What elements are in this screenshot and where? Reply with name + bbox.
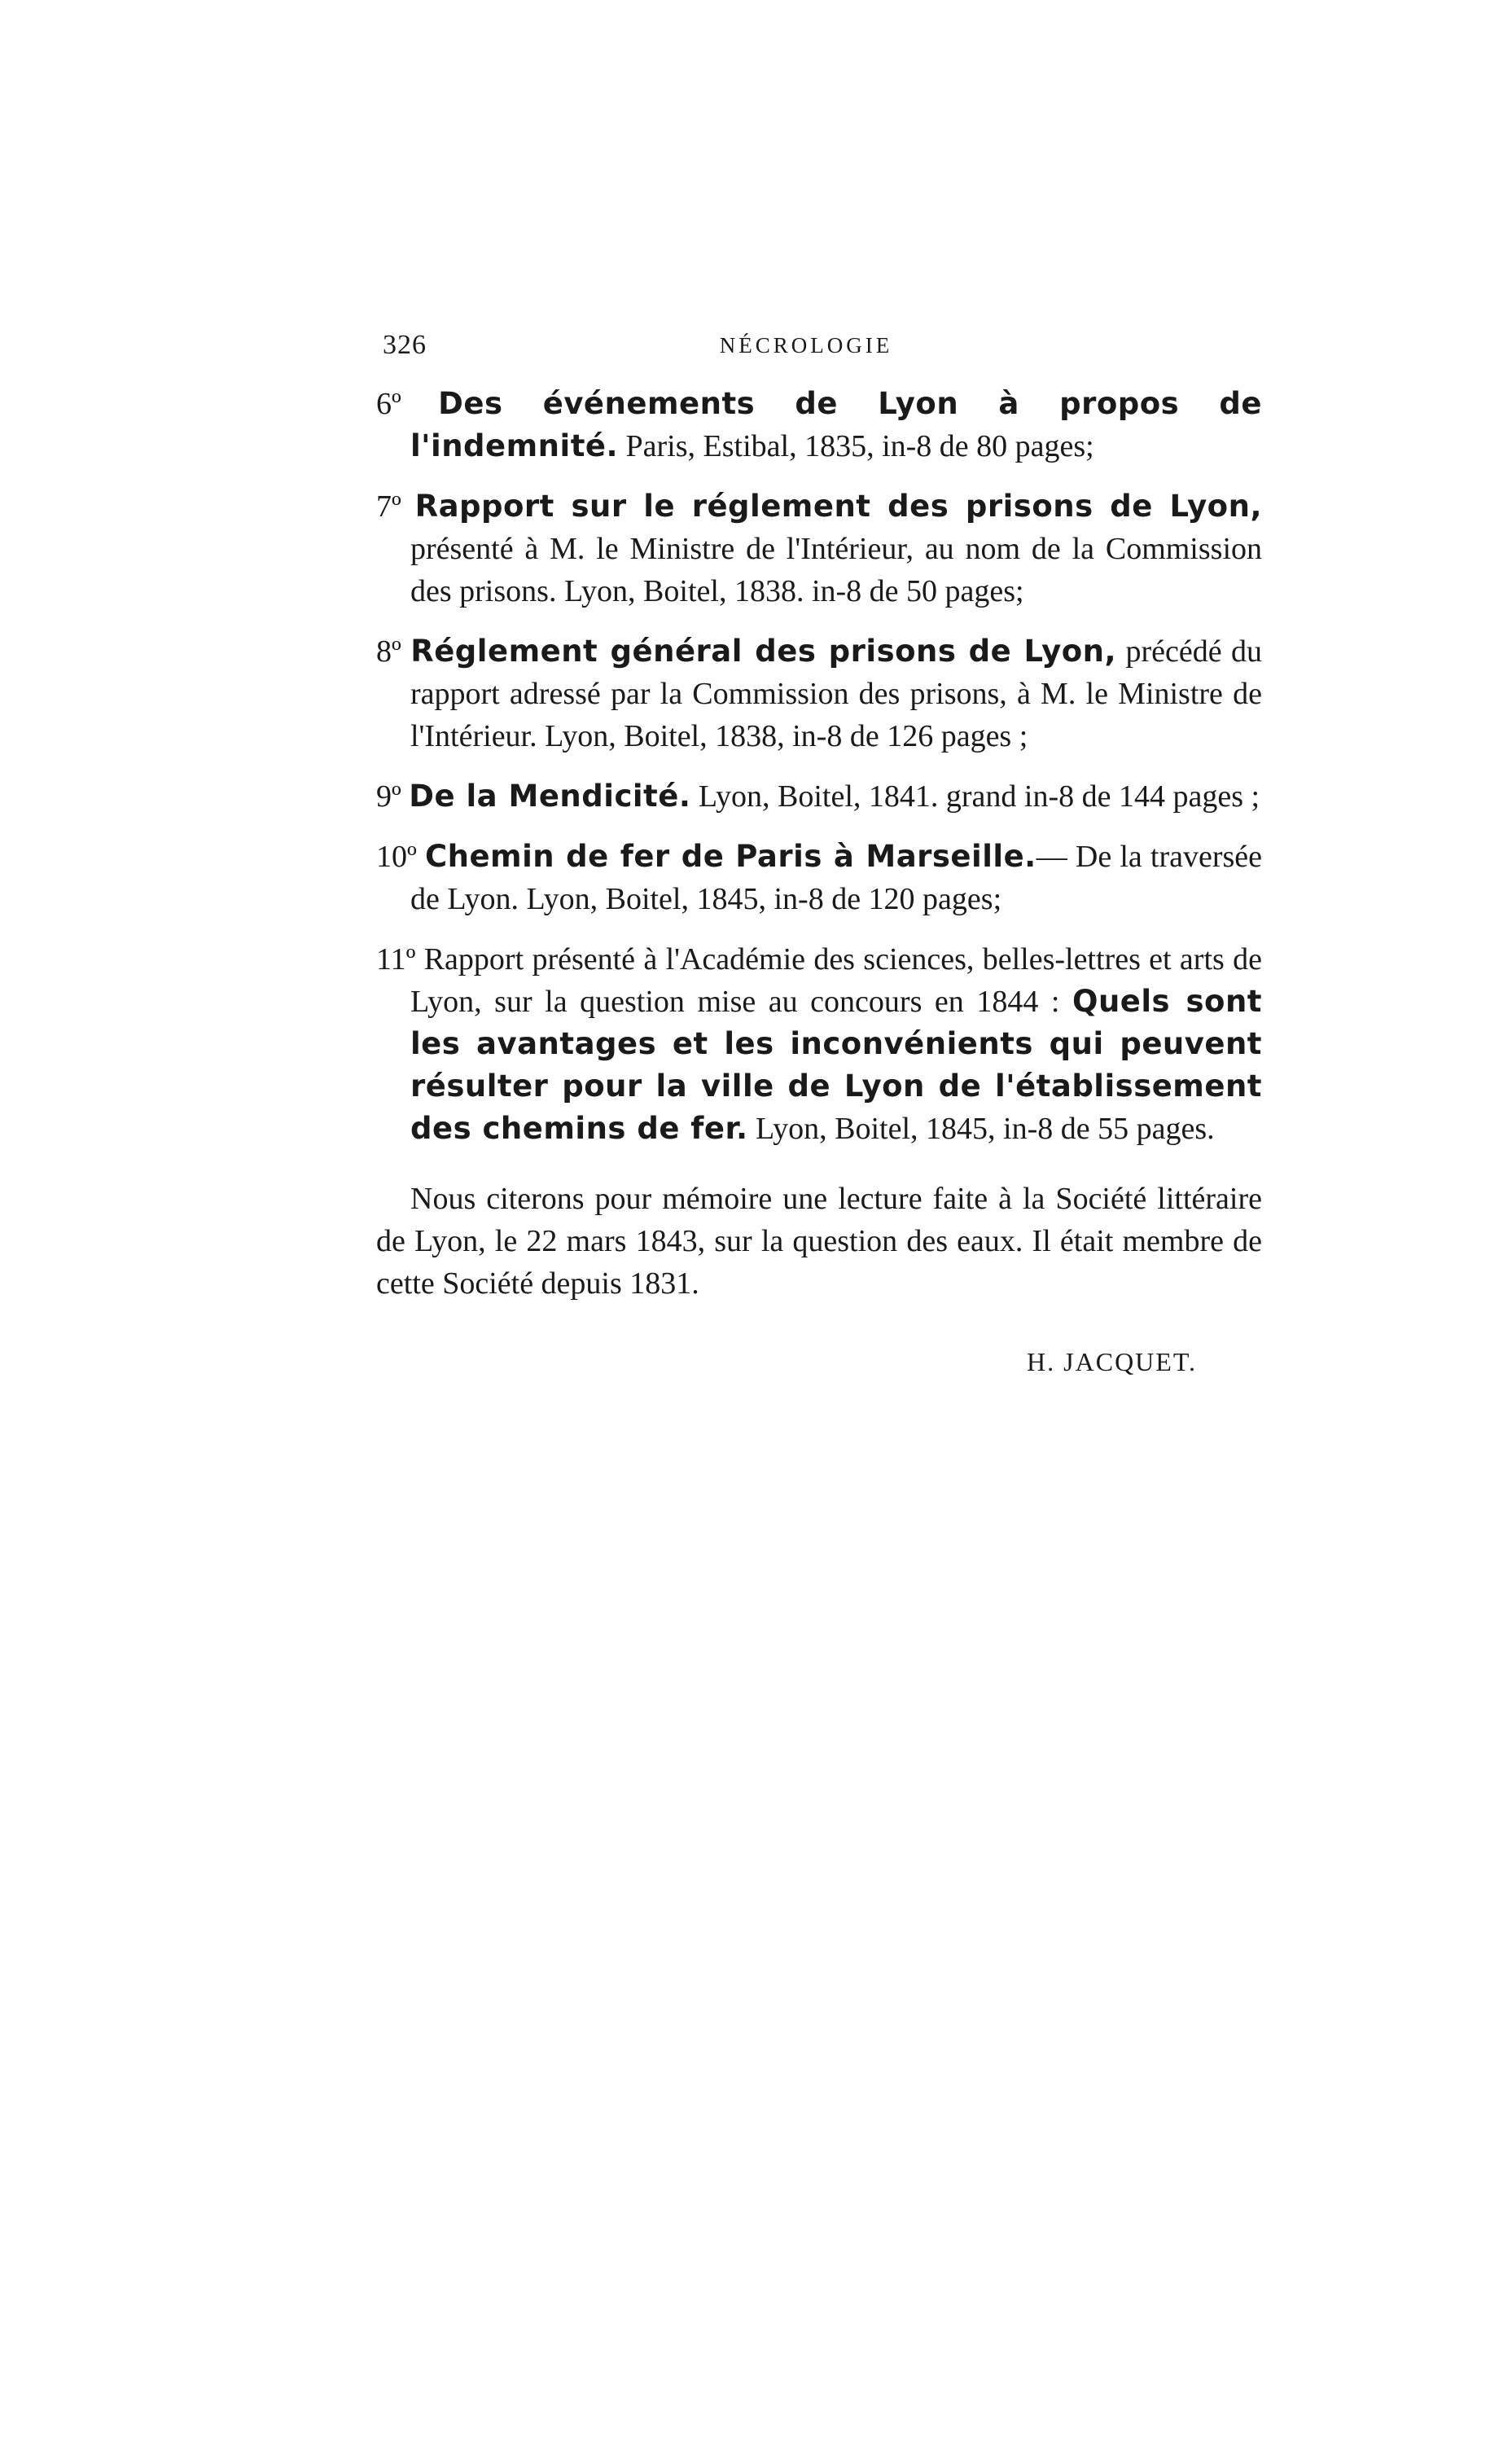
- entry-title: Réglement général des prisons de Lyon,: [410, 634, 1117, 669]
- entry-number: 6º: [376, 387, 401, 421]
- list-item: [376, 383, 1262, 467]
- author-signature: [376, 1341, 1262, 1383]
- page-header: [383, 330, 1229, 379]
- list-item: [376, 938, 1262, 1150]
- entry-details: Paris, Estibal, 1835, in-8 de 80 pages;: [618, 429, 1094, 463]
- entry-number: 9º: [376, 779, 401, 814]
- entry-details: Lyon, Boitel, 1841. grand in-8 de 144 pages ;: [690, 779, 1260, 814]
- entry-title: Quels sont les avantages et les inconvénients qui peuvent résulter pour la ville de Lyon de l'établissement des chemins de fer.: [410, 984, 1262, 1146]
- entry-number: 8º: [376, 634, 401, 669]
- closing-paragraph: Nous citerons pour mémoire une lecture faite à la Société littéraire de Lyon, le 22 mars 1843, sur la question des eaux. Il était membre de cette Société depuis 1831.: [376, 1182, 1262, 1301]
- bibliography-list: [376, 383, 1262, 1383]
- list-item: [376, 485, 1262, 612]
- page-number: 326: [383, 330, 427, 360]
- entry-title: Rapport sur le réglement des prisons de Lyon,: [414, 489, 1263, 524]
- entry-number: 10º: [376, 840, 417, 874]
- list-item: [376, 775, 1262, 818]
- entry-details: — De la traversée de Lyon. Lyon, Boitel, 1845, in-8 de 120 pages;: [410, 840, 1263, 916]
- entry-title: De la Mendicité.: [409, 779, 691, 814]
- entry-title: Des événements de Lyon à propos de l'indemnité.: [410, 386, 1262, 463]
- list-item: [376, 836, 1262, 920]
- entry-prefix: Rapport présenté à l'Académie des sciences, belles-lettres et arts de Lyon, sur la question mise au concours en 1844 :: [410, 942, 1262, 1019]
- entry-number: 7º: [376, 489, 401, 524]
- entry-number: 11º: [376, 942, 416, 976]
- entry-details: Lyon, Boitel, 1845, in-8 de 55 pages.: [747, 1112, 1215, 1146]
- signature-text: H. JACQUET.: [1027, 1347, 1197, 1376]
- entry-details: présenté à M. le Ministre de l'Intérieur, au nom de la Commission des prisons. Lyon, Boitel, 1838. in-8 de 50 pages;: [410, 532, 1262, 608]
- running-title: NÉCROLOGIE: [719, 333, 893, 358]
- entry-details: précédé du rapport adressé par la Commission des prisons, à M. le Ministre de l'Intérieur. Lyon, Boitel, 1838, in-8 de 126 pages ;: [410, 634, 1262, 753]
- list-item: [376, 630, 1262, 757]
- entry-title: Chemin de fer de Paris à Marseille.: [424, 839, 1036, 874]
